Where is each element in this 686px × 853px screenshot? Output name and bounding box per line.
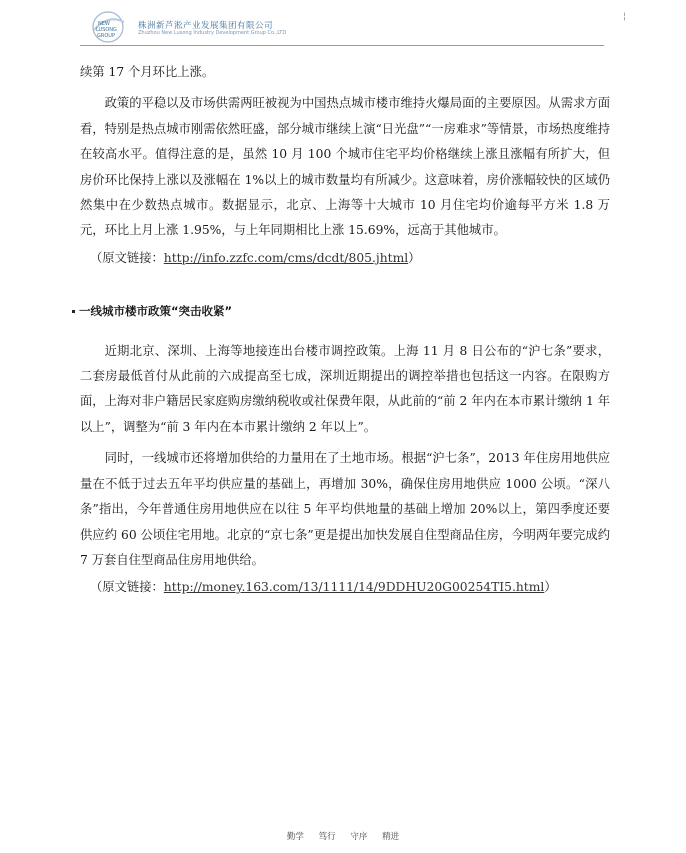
- footer-item: 守序: [350, 832, 368, 842]
- svg-text:NEW: NEW: [98, 21, 110, 27]
- source-prefix: （原文链接：: [90, 250, 164, 265]
- paragraph-continued: 续第 17 个月环比上涨。: [80, 65, 215, 79]
- paragraph-market-analysis: 政策的平稳以及市场供需两旺被视为中国热点城市楼市维持火爆局面的主要原因。从需求方面看，特别是热点城市刚需依然旺盛，部分城市继续上演“日光盘”“一房难求”等情景，市场热度维持在较高水平。值得注意的是，虽然 10 月 100 个城市住宅平均价格继续上涨且涨幅有所扩大，但房价环比保持上涨以及涨幅在 1%以上的城市数量均有所减少。这意味着，房价涨幅较快的区域仍然集中在少数热点城市。数据显示，北京、上海等十大城市 10 月住宅均价逾每平方米 1.8 万元，环比上月上涨 1.95%，与上年同期相比上涨 15.69%，远高于其他城市。: [80, 96, 610, 238]
- bullet-icon: [72, 310, 75, 313]
- paragraph-policy: 近期北京、深圳、上海等地接连出台楼市调控政策。上海 11 月 8 日公布的“沪七条”要求，二套房最低首付从此前的六成提高至七成，深圳近期提出的调控举措也包括这一内容。在限购方面，上海对非户籍居民家庭购房缴纳税收或社保费年限，从此前的“前 2 年内在本市累计缴纳 1 年以上”，调整为“前 3 年内在本市累计缴纳 2 年以上”。: [80, 343, 610, 434]
- source-link-2[interactable]: http://money.163.com/13/1111/14/9DDHU20G00254TI5.html: [163, 580, 545, 595]
- page-header: [70, 8, 630, 46]
- company-name-cn: 株洲新芦淞产业发展集团有限公司: [138, 21, 274, 31]
- header-mark: ¦: [622, 12, 626, 22]
- paragraph-land-supply: 同时，一线城市还将增加供给的力量用在了土地市场。根据“沪七条”，2013 年住房用地供应量在不低于过去五年平均供应量的基础上，再增加 30%，确保住房用地供应 1000 公顷。“深八条”指出，今年普通住房用地供应在以往 5 年平均供地量的基础上增加 20%以上，第四季度还要供应约 60 公顷住宅用地。北京的“京七条”更是提出加快发展自住型商品住房，今明两年要完成约 7 万套自住型商品住房用地供给。: [80, 451, 610, 567]
- footer-item: 笃行: [318, 832, 336, 842]
- page-footer: [0, 830, 686, 842]
- footer-item: 精进: [382, 832, 400, 842]
- svg-text:GROUP: GROUP: [97, 33, 115, 39]
- header-divider: [80, 45, 604, 46]
- footer-item: 勤学: [286, 832, 304, 842]
- company-name-en: Zhuzhou New Lusong Industry Development Group Co.,LTD: [138, 30, 287, 36]
- company-logo-icon: [88, 10, 134, 44]
- section-heading-text: 一线城市楼市政策“突击收紧”: [79, 304, 233, 319]
- source-line-2: [80, 575, 610, 600]
- source-line-1: [80, 246, 610, 271]
- source-link-1[interactable]: http://info.zzfc.com/cms/dcdt/805.jhtml: [163, 250, 409, 265]
- source-suffix: ）: [544, 580, 557, 595]
- document-body: [80, 60, 610, 601]
- source-prefix: （原文链接：: [90, 580, 164, 595]
- section-heading: [72, 299, 610, 324]
- source-suffix: ）: [408, 250, 421, 265]
- svg-text:LUSONG: LUSONG: [96, 27, 117, 33]
